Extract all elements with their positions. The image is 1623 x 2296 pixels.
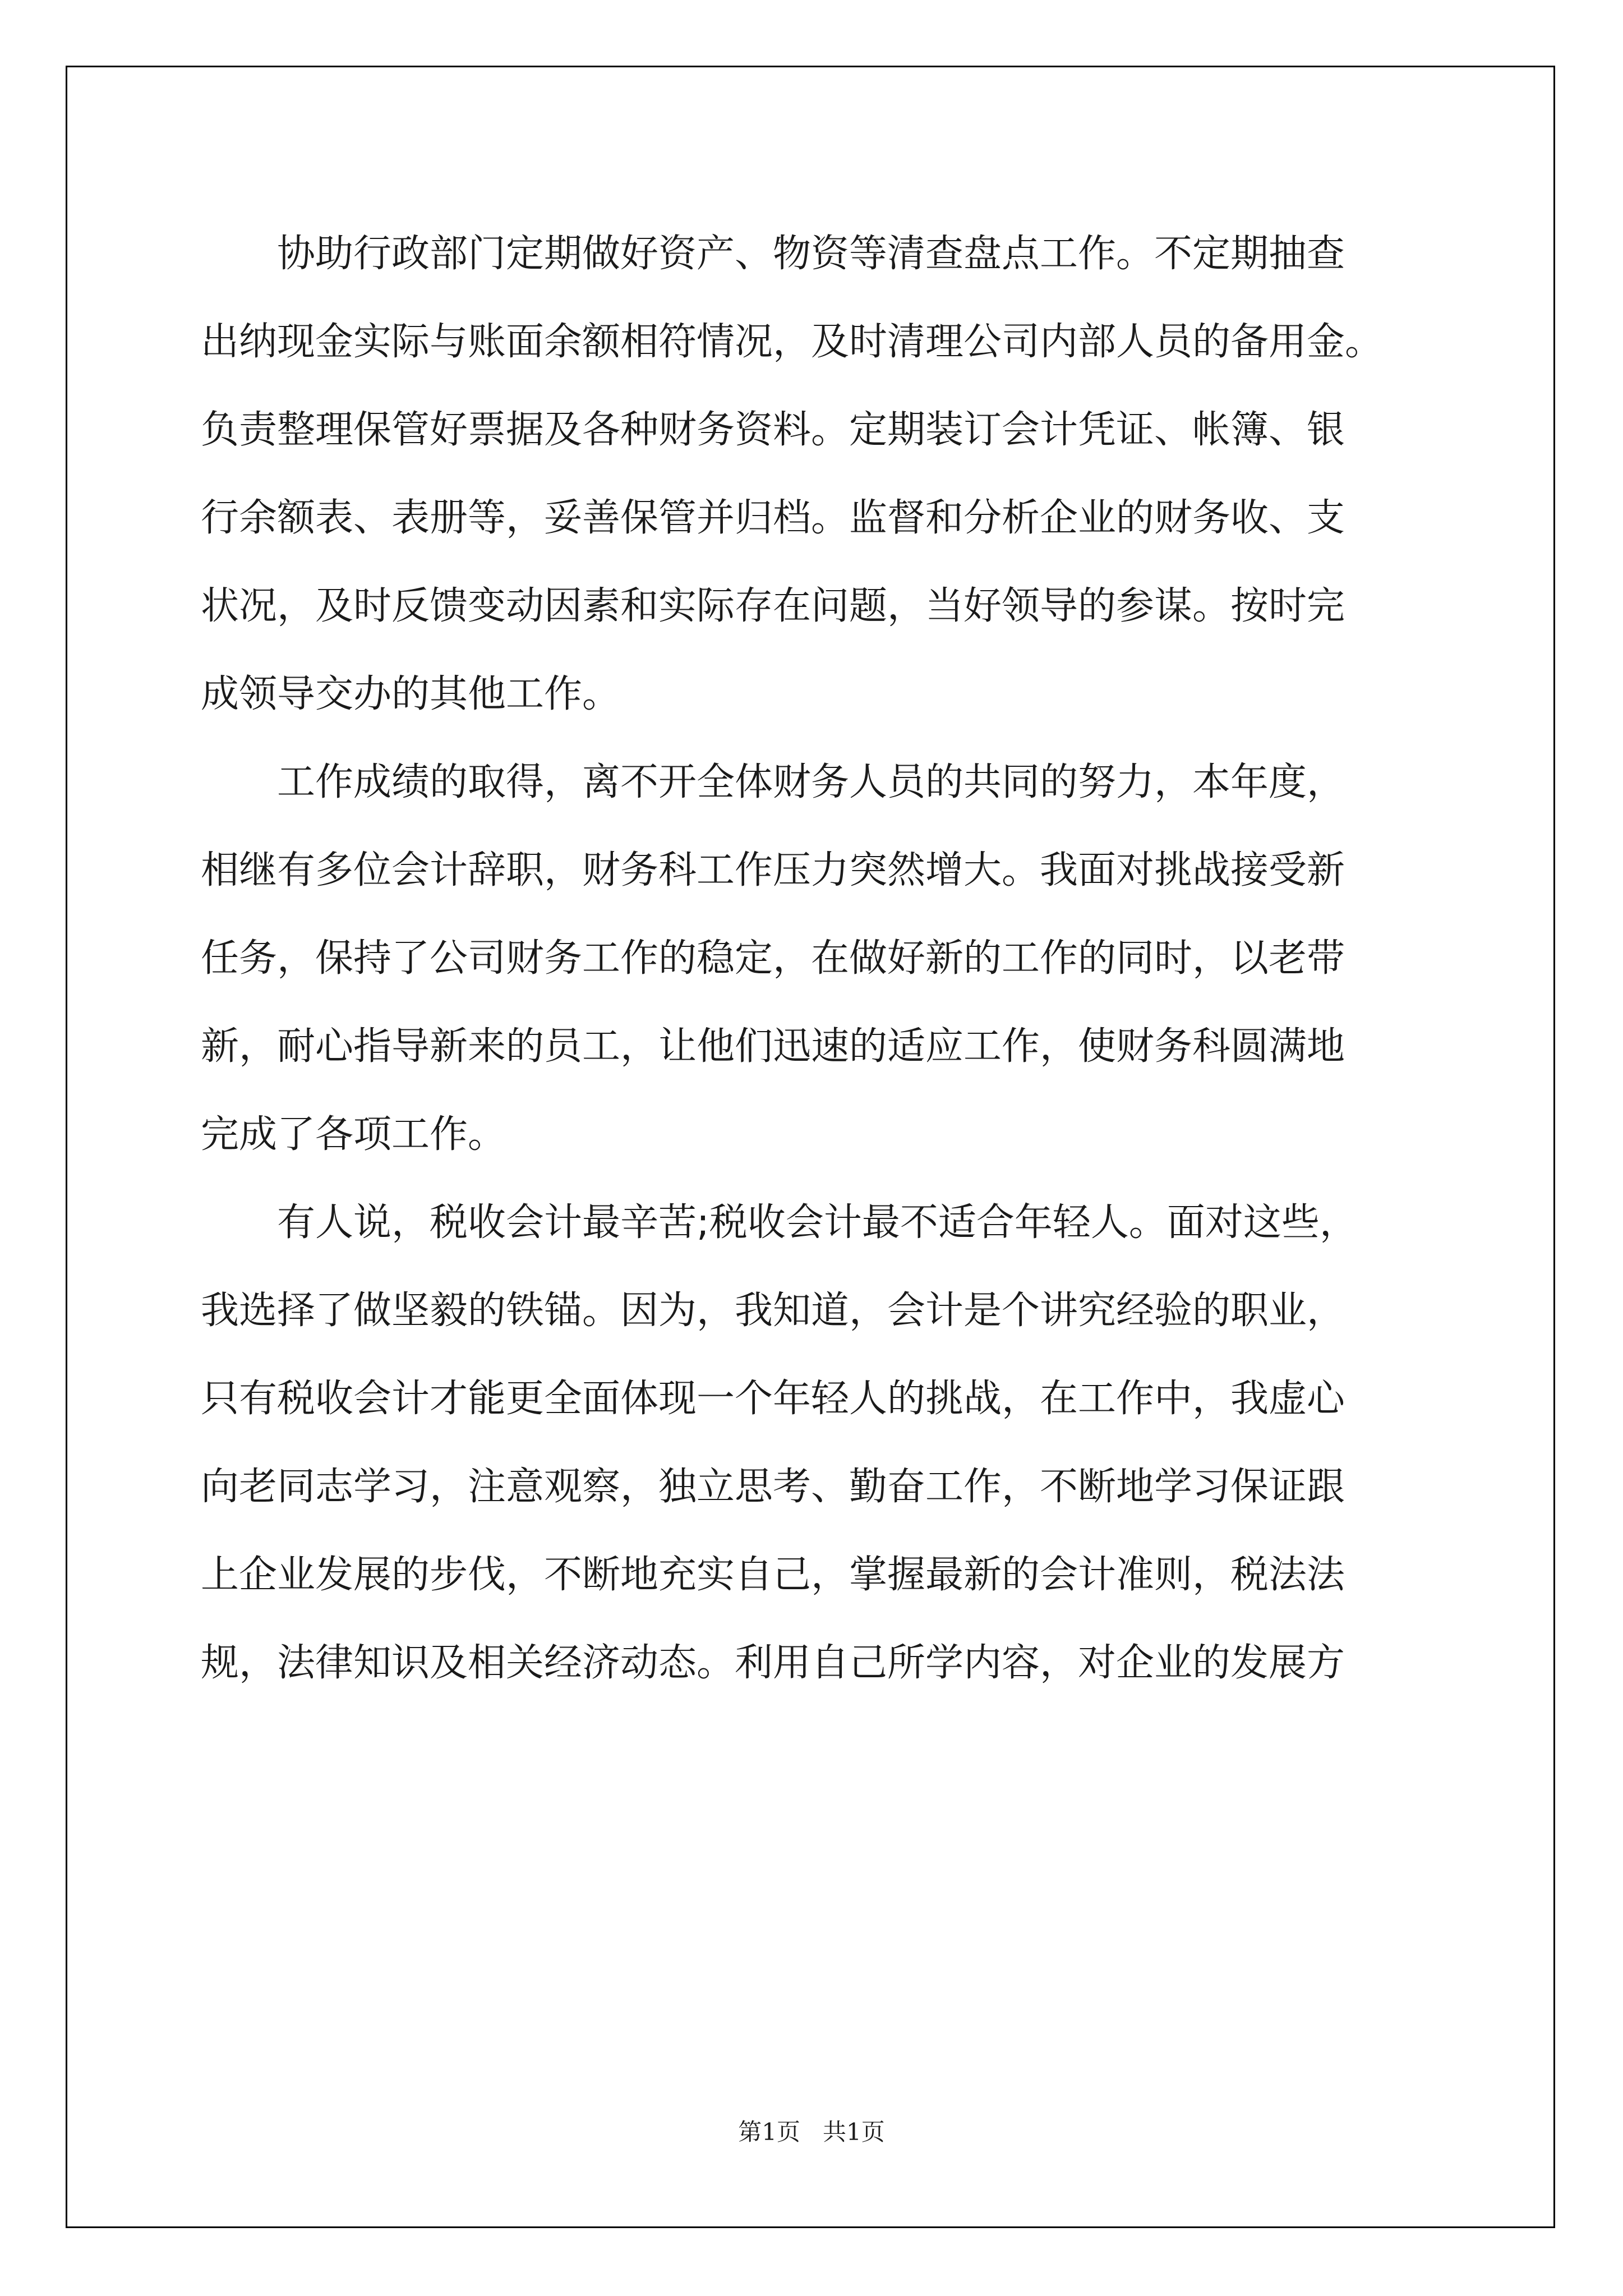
page-footer [0, 2114, 1623, 2147]
text-line: 状况，及时反馈变动因素和实际存在问题，当好领导的参谋。按时完 [201, 584, 1345, 628]
text-line: 上企业发展的步伐，不断地充实自己，掌握最新的会计准则，税法法 [201, 1553, 1345, 1597]
text-line: 我选择了做坚毅的铁锚。因为，我知道，会计是个讲究经验的职业， [201, 1289, 1345, 1333]
text-line: 协助行政部门定期做好资产、物资等清查盘点工作。不定期抽查 [277, 232, 1345, 276]
text-line: 规，法律知识及相关经济动态。利用自己所学内容，对企业的发展方 [201, 1641, 1345, 1685]
text-line: 出纳现金实际与账面余额相符情况，及时清理公司内部人员的备用金。 [201, 320, 1384, 364]
text-line: 工作成绩的取得，离不开全体财务人员的共同的努力，本年度， [277, 760, 1345, 804]
text-line: 任务，保持了公司财务工作的稳定，在做好新的工作的同时，以老带 [201, 936, 1345, 981]
text-line: 负责整理保管好票据及各种财务资料。定期装订会计凭证、帐簿、银 [201, 408, 1345, 452]
text-line: 成领导交办的其他工作。 [201, 672, 621, 716]
page-number: 第1页 [738, 2118, 800, 2146]
text-line: 行余额表、表册等，妥善保管并归档。监督和分析企业的财务收、支 [201, 496, 1345, 540]
text-line: 新，耐心指导新来的员工，让他们迅速的适应工作，使财务科圆满地 [201, 1024, 1345, 1069]
page-total: 共1页 [823, 2118, 885, 2146]
text-line: 完成了各项工作。 [201, 1112, 506, 1157]
text-line: 只有税收会计才能更全面体现一个年轻人的挑战，在工作中，我虚心 [201, 1377, 1345, 1421]
text-line: 相继有多位会计辞职，财务科工作压力突然增大。我面对挑战接受新 [201, 848, 1345, 892]
document-body [201, 210, 1429, 1707]
text-line: 向老同志学习，注意观察，独立思考、勤奋工作，不断地学习保证跟 [201, 1465, 1345, 1509]
text-line: 有人说，税收会计最辛苦;税收会计最不适合年轻人。面对这些， [277, 1200, 1358, 1245]
